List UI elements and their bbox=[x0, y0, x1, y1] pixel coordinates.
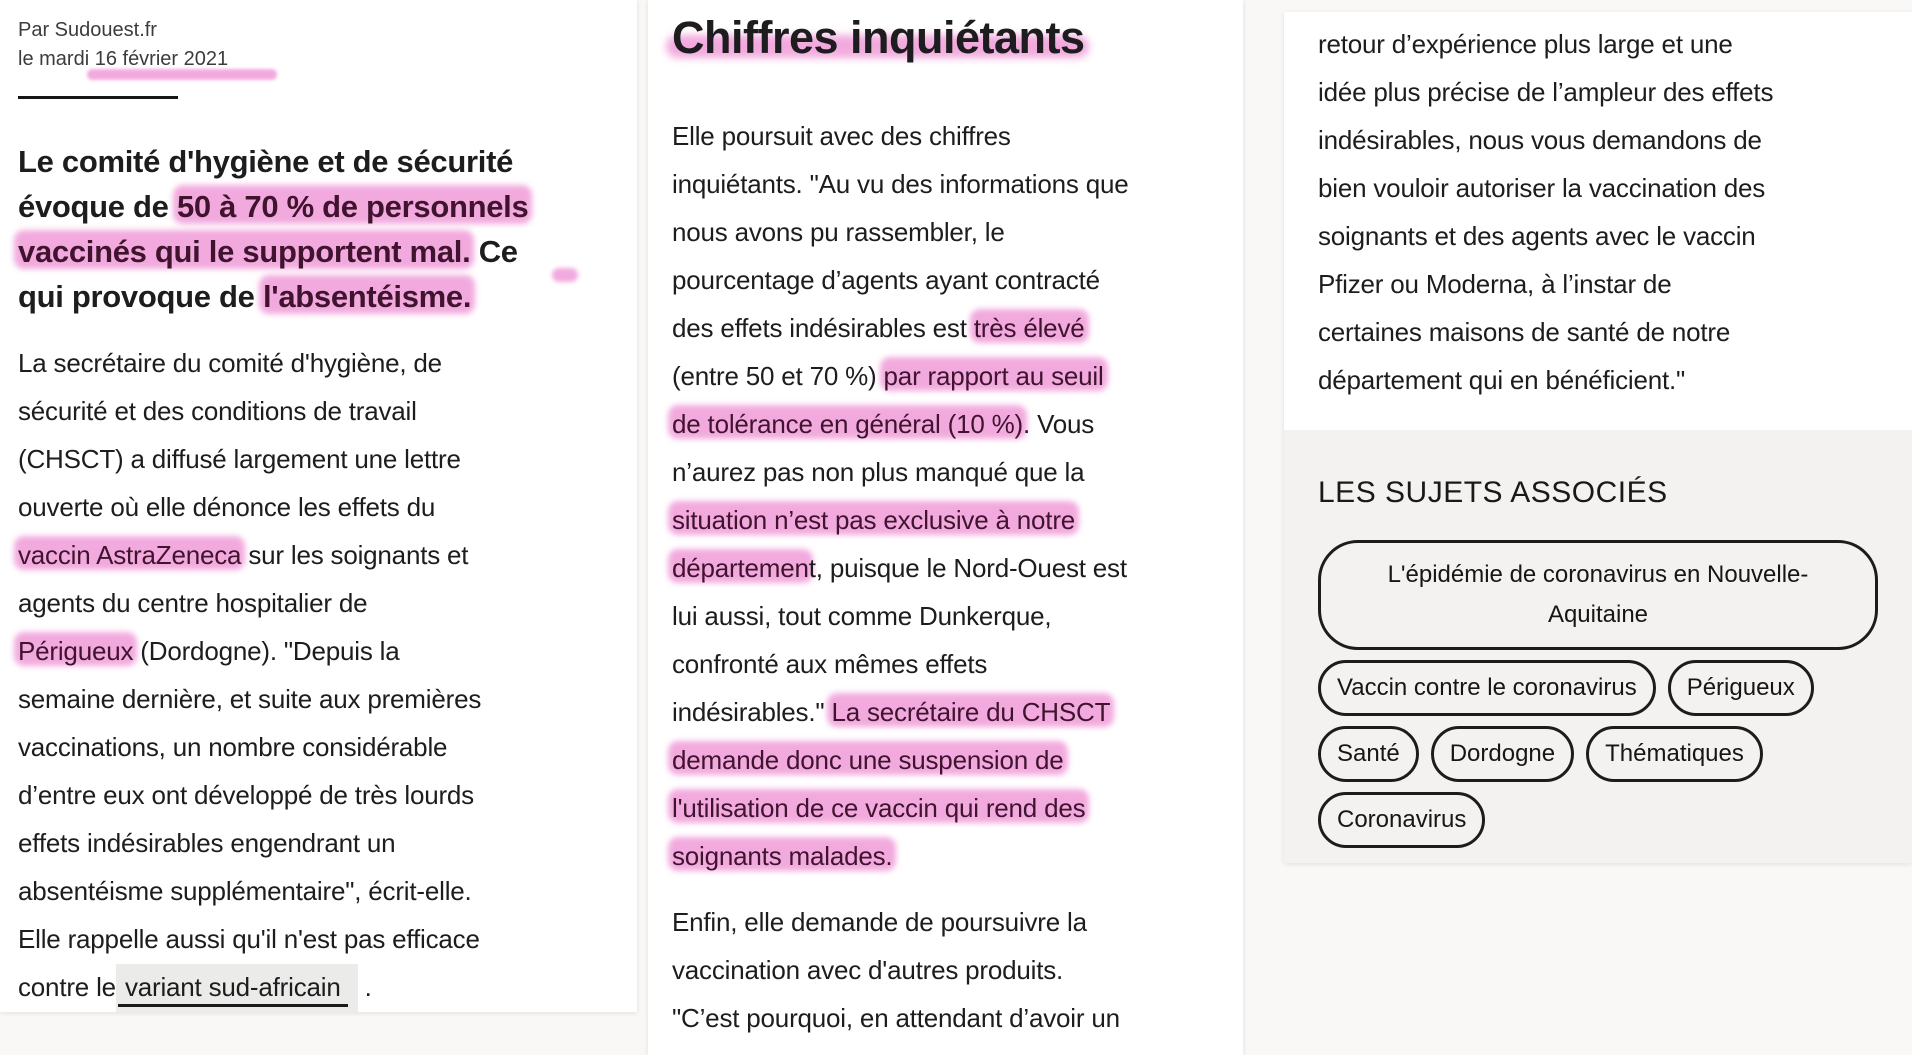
text-segment: t, puisque le Nord-Ouest est bbox=[808, 553, 1127, 583]
text-segment: sécurité et des conditions de travail bbox=[18, 396, 417, 426]
text-segment: absentéisme supplémentaire", écrit-elle. bbox=[18, 876, 472, 906]
topic-tag[interactable]: Vaccin contre le coronavirus bbox=[1318, 660, 1656, 716]
text-segment: soignants et des agents avec le vaccin bbox=[1318, 221, 1756, 251]
text-line bbox=[18, 435, 637, 483]
text-segment: vaccinations, un nombre considérable bbox=[18, 732, 448, 762]
text-line bbox=[672, 400, 1243, 448]
text-line bbox=[672, 592, 1243, 640]
topic-tag[interactable]: Thématiques bbox=[1586, 726, 1763, 782]
topic-tag[interactable]: Périgueux bbox=[1668, 660, 1814, 716]
text-line bbox=[1318, 260, 1906, 308]
topic-tag[interactable]: Coronavirus bbox=[1318, 792, 1485, 848]
text-segment: . Vous bbox=[1023, 409, 1095, 439]
text-segment: évoque de bbox=[18, 189, 177, 224]
text-line bbox=[18, 723, 637, 771]
text-segment: sur les soignants et bbox=[241, 540, 469, 570]
article-column-right bbox=[1284, 12, 1912, 863]
text-segment: "C’est pourquoi, en attendant d’avoir un bbox=[672, 1003, 1120, 1033]
text-line bbox=[672, 208, 1243, 256]
article-paragraph-4 bbox=[1284, 20, 1912, 404]
text-line bbox=[672, 832, 1243, 880]
text-segment: indésirables, nous vous demandons de bbox=[1318, 125, 1762, 155]
text-segment: département qui en bénéficient." bbox=[1318, 365, 1686, 395]
text-line bbox=[672, 160, 1243, 208]
highlighted-text: La secrétaire du CHSCT bbox=[831, 697, 1111, 727]
text-line bbox=[1318, 308, 1906, 356]
text-segment: confronté aux mêmes effets bbox=[672, 649, 988, 679]
text-line bbox=[672, 544, 1243, 592]
text-segment: agents du centre hospitalier de bbox=[18, 588, 368, 618]
topic-tag[interactable]: Dordogne bbox=[1431, 726, 1574, 782]
highlighted-text: vaccinés qui le supportent mal. bbox=[18, 234, 471, 269]
text-line bbox=[18, 339, 637, 387]
text-line bbox=[18, 229, 637, 274]
text-line bbox=[18, 579, 637, 627]
text-line bbox=[1318, 212, 1906, 260]
text-segment: certaines maisons de santé de notre bbox=[1318, 317, 1731, 347]
highlighted-text: très élevé bbox=[973, 313, 1085, 343]
highlighted-text: demande donc une suspension de bbox=[672, 745, 1064, 775]
article-column-left bbox=[0, 0, 637, 1012]
text-segment: Ce bbox=[470, 234, 518, 269]
highlighted-text: vaccin AstraZeneca bbox=[18, 540, 242, 570]
text-segment: pourcentage d’agents ayant contracté bbox=[672, 265, 1100, 295]
text-segment: le mardi bbox=[18, 48, 95, 70]
byline-author: Par Sudouest.fr bbox=[18, 19, 157, 41]
text-segment: Enfin, elle demande de poursuivre la bbox=[672, 907, 1087, 937]
text-segment: indésirables." bbox=[672, 697, 832, 727]
text-line bbox=[672, 784, 1243, 832]
text-segment: Elle rappelle aussi qu'il n'est pas efficace bbox=[18, 924, 480, 954]
highlighted-text: Périgueux bbox=[18, 636, 134, 666]
article-paragraph-3 bbox=[672, 898, 1243, 1042]
text-segment: lui aussi, tout comme Dunkerque, bbox=[672, 601, 1052, 631]
section-title-text: Chiffres inquiétants bbox=[672, 12, 1085, 63]
text-segment: effets indésirables engendrant un bbox=[18, 828, 396, 858]
text-segment: n’aurez pas non plus manqué que la bbox=[672, 457, 1085, 487]
topic-tag[interactable]: L'épidémie de coronavirus en Nouvelle-Aquitaine bbox=[1318, 540, 1878, 650]
topic-tag[interactable]: Santé bbox=[1318, 726, 1419, 782]
text-line bbox=[18, 867, 637, 915]
article-paragraph-1 bbox=[18, 339, 637, 1011]
text-line bbox=[1318, 356, 1906, 404]
text-line bbox=[18, 184, 637, 229]
byline-date bbox=[18, 45, 637, 74]
text-line bbox=[18, 45, 637, 74]
highlighted-text: 50 à 70 % de personnels bbox=[176, 189, 529, 224]
variant-sud-africain-link[interactable] bbox=[116, 964, 358, 1014]
highlighted-text: situation n’est pas exclusive à notre bbox=[672, 505, 1076, 535]
text-segment: retour d’expérience plus large et une bbox=[1318, 29, 1733, 59]
text-line bbox=[1318, 164, 1906, 212]
text-line bbox=[18, 819, 637, 867]
text-line bbox=[672, 496, 1243, 544]
text-segment: inquiétants. "Au vu des informations que bbox=[672, 169, 1129, 199]
text-segment: nous avons pu rassembler, le bbox=[672, 217, 1005, 247]
text-segment: vaccination avec d'autres produits. bbox=[672, 955, 1064, 985]
text-segment: semaine dernière, et suite aux premières bbox=[18, 684, 482, 714]
text-line bbox=[18, 771, 637, 819]
related-topics-panel bbox=[1284, 430, 1912, 863]
text-line bbox=[672, 448, 1243, 496]
text-line bbox=[18, 627, 637, 675]
article-standfirst bbox=[18, 139, 637, 319]
byline bbox=[18, 16, 637, 74]
text-line bbox=[672, 994, 1243, 1042]
highlighted-text: départemen bbox=[672, 553, 809, 583]
text-line bbox=[18, 274, 637, 319]
marker-stroke bbox=[552, 268, 578, 282]
text-segment: Pfizer ou Moderna, à l’instar de bbox=[1318, 269, 1672, 299]
text-line bbox=[672, 946, 1243, 994]
section-title bbox=[672, 10, 1243, 66]
text-line bbox=[672, 688, 1243, 736]
related-topics-heading: LES SUJETS ASSOCIÉS bbox=[1318, 476, 1668, 509]
text-segment: (entre 50 et 70 %) bbox=[672, 361, 884, 391]
text-line bbox=[672, 736, 1243, 784]
text-segment: contre le bbox=[18, 972, 116, 1002]
text-line bbox=[18, 915, 637, 963]
text-segment: ouverte où elle dénonce les effets du bbox=[18, 492, 436, 522]
text-segment: La secrétaire du comité d'hygiène, de bbox=[18, 348, 442, 378]
highlighted-text: par rapport au seuil bbox=[883, 361, 1104, 391]
highlighted-text: soignants malades. bbox=[672, 841, 893, 871]
text-segment: (Dordogne). "Depuis la bbox=[133, 636, 400, 666]
link-text: variant sud-africain bbox=[118, 972, 348, 1007]
text-segment: qui provoque de bbox=[18, 279, 263, 314]
highlighted-text: l'utilisation de ce vaccin qui rend des bbox=[672, 793, 1086, 823]
date-highlight: 16 février 2021 bbox=[94, 48, 229, 70]
text-segment: Le comité d'hygiène et de sécurité bbox=[18, 144, 514, 179]
text-segment: des effets indésirables est bbox=[672, 313, 974, 343]
text-line bbox=[672, 112, 1243, 160]
text-segment: idée plus précise de l’ampleur des effets bbox=[1318, 77, 1774, 107]
text-line bbox=[18, 387, 637, 435]
text-segment: . bbox=[357, 972, 372, 1002]
article-column-middle bbox=[648, 0, 1243, 1055]
text-segment: bien vouloir autoriser la vaccination des bbox=[1318, 173, 1766, 203]
text-line bbox=[672, 256, 1243, 304]
text-line bbox=[1318, 68, 1906, 116]
text-segment: Elle poursuit avec des chiffres bbox=[672, 121, 1011, 151]
text-line bbox=[672, 352, 1243, 400]
topic-tags bbox=[1318, 540, 1878, 848]
text-line bbox=[18, 483, 637, 531]
text-line bbox=[672, 304, 1243, 352]
text-line bbox=[1318, 116, 1906, 164]
text-line bbox=[672, 898, 1243, 946]
highlighted-text: l'absentéisme. bbox=[262, 279, 472, 314]
article-paragraph-2 bbox=[672, 112, 1243, 880]
text-line bbox=[18, 675, 637, 723]
highlighted-text: de tolérance en général (10 %) bbox=[672, 409, 1024, 439]
text-segment: (CHSCT) a diffusé largement une lettre bbox=[18, 444, 461, 474]
text-line bbox=[18, 139, 637, 184]
text-segment: d’entre eux ont développé de très lourds bbox=[18, 780, 474, 810]
text-line bbox=[672, 640, 1243, 688]
divider bbox=[18, 96, 178, 99]
text-line bbox=[1318, 20, 1906, 68]
text-line bbox=[18, 531, 637, 579]
text-line bbox=[18, 963, 637, 1011]
